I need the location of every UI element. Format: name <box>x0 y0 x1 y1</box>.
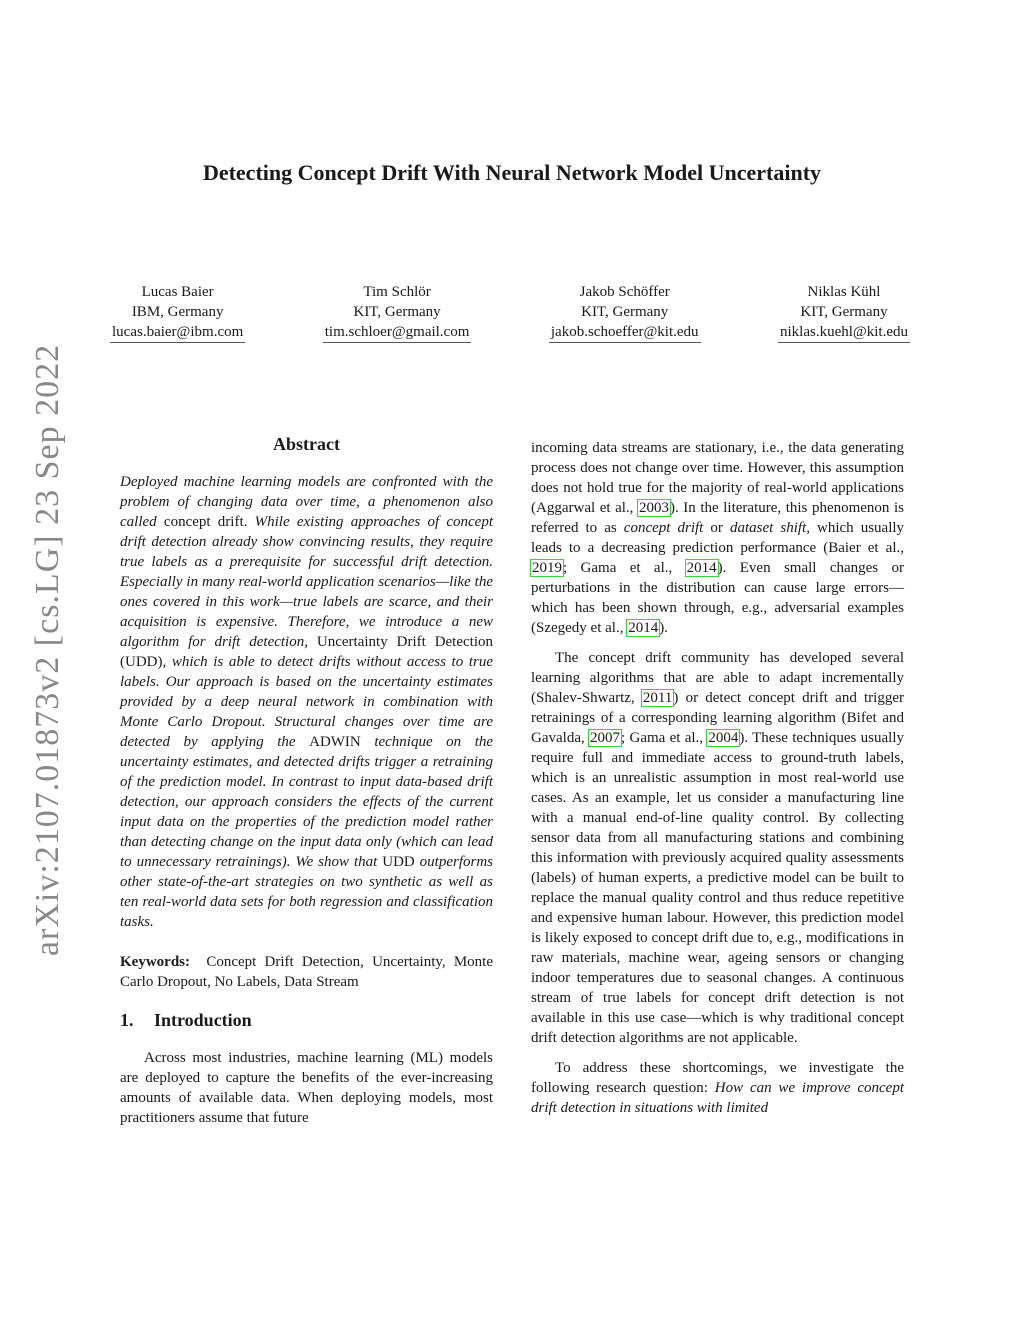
emphasis: concept drift <box>623 520 704 536</box>
text-run: or <box>710 520 723 536</box>
text-run: ) or detect concept drift and trigger retrainings of a corresponding learning algorithm (Bifet and Gavalda, <box>531 690 904 746</box>
text-run: ). Even small changes or perturbations in the distribution can cause large errors—which has been shown through, e.g., adversarial examples (Szegedy et al., <box>531 560 905 636</box>
author-email-link[interactable]: lucas.baier@ibm.com <box>110 323 245 343</box>
text-run: ). <box>659 620 668 636</box>
research-question: How can we improve concept drift detection in situations with limited <box>531 1080 904 1116</box>
body-paragraph <box>531 648 904 1048</box>
author-email-link[interactable]: niklas.kuehl@kit.edu <box>778 323 910 343</box>
author-affiliation: KIT, Germany <box>353 304 441 320</box>
author-email-link[interactable]: tim.schloer@gmail.com <box>323 323 472 343</box>
abstract-part: Deployed machine learning models are confronted with the problem of changing data over time, a phenomenon also called <box>120 474 493 530</box>
abstract-part: technique on the uncertainty estimates, and detected drifts trigger a retraining of the prediction model. In contrast to input data-based drift detection, our approach considers the effects of the current input data on the properties of the prediction model rather than detecting change on the input data only (which can lead to unnecessary retrainings). We show that <box>120 734 494 870</box>
abstract-text <box>120 472 493 932</box>
abstract-part: which is able to detect drifts without access to true labels. Our approach is based on the uncertainty estimates provided by a deep neural network in combination with Monte Carlo Dropout. Structural changes over time are detected by applying the <box>120 654 493 750</box>
keywords <box>120 952 493 992</box>
author-block <box>778 282 910 343</box>
intro-paragraph: Across most industries, machine learning (ML) models are deployed to capture the benefits of the ever-increasing amounts of available data. When deploying models, most practitioners assume that future <box>120 1050 493 1126</box>
abstract-heading: Abstract <box>273 434 340 454</box>
author-name: Niklas Kühl <box>807 284 881 300</box>
text-run: The concept drift community has developed several learning algorithms that are able to adapt incrementally (Shalev-Shwartz, <box>531 650 904 706</box>
text-run: ; Gama et al., <box>563 560 673 576</box>
abstract-term: Uncertainty Drift Detection (UDD), <box>120 634 493 670</box>
left-column <box>120 434 493 1128</box>
arxiv-sidebar <box>18 340 78 960</box>
citation-link[interactable]: 2014 <box>628 620 659 636</box>
section-number: 1. <box>120 1010 134 1030</box>
text-run: ). In the literature, this phenomenon is referred to as <box>531 500 905 536</box>
text-run: To address these shortcomings, we investigate the following research question: <box>531 1060 904 1096</box>
paper-title: Detecting Concept Drift With Neural Network Model Uncertainty <box>202 160 822 185</box>
section-heading <box>120 1010 493 1030</box>
body-paragraph <box>531 438 904 638</box>
citation-link[interactable]: 2014 <box>686 560 717 576</box>
abstract-part: outperforms other state-of-the-art strategies on two synthetic as well as ten real-world data sets for both regression and classification tasks. <box>120 854 494 930</box>
abstract-term: UDD <box>382 854 415 870</box>
author-email-link[interactable]: jakob.schoeffer@kit.edu <box>549 323 701 343</box>
keywords-label: Keywords: <box>120 954 190 970</box>
author-block <box>323 282 472 343</box>
text-run: incoming data streams are stationary, i.e., the data generating process does not change over time. However, this assumption does not hold true for the majority of real-world applications (Aggarwal et al., <box>531 440 904 516</box>
author-name: Tim Schlör <box>363 284 431 300</box>
author-affiliation: KIT, Germany <box>581 304 669 320</box>
arxiv-identifier: arXiv:2107.01873v2 [cs.LG] 23 Sep 2022 <box>29 343 66 957</box>
right-column <box>531 438 904 1118</box>
citation-link[interactable]: 2007 <box>590 730 621 746</box>
citation-link[interactable]: 2004 <box>708 730 739 746</box>
author-name: Jakob Schöffer <box>579 284 670 300</box>
citation-link[interactable]: 2019 <box>532 560 562 576</box>
abstract-term: ADWIN <box>309 734 361 750</box>
emphasis: dataset shift <box>729 520 807 536</box>
author-affiliation: KIT, Germany <box>800 304 888 320</box>
author-affiliation: IBM, Germany <box>131 304 224 320</box>
keywords-text: Concept Drift Detection, Uncertainty, Monte Carlo Dropout, No Labels, Data Stream <box>120 954 494 990</box>
author-list <box>110 282 910 343</box>
text-run: ; Gama et al., <box>621 730 704 746</box>
abstract-part: While existing approaches of concept drift detection already show convincing results, they require true labels as a prerequisite for successful drift detection. Especially in many real-world application scenarios—like the ones covered in this work—true labels are scarce, and their acquisition is expensive. Therefore, we introduce a new algorithm for drift detection, <box>120 514 494 650</box>
text-run: , which usually leads to a decreasing prediction performance (Baier et al., <box>531 520 905 556</box>
author-name: Lucas Baier <box>141 284 214 300</box>
citation-link[interactable]: 2003 <box>639 500 669 516</box>
body-paragraph <box>531 1058 904 1118</box>
abstract-term: concept drift. <box>163 514 248 530</box>
text-run: ). These techniques usually require full and immediate access to ground-truth labels, which is an unrealistic assumption in most real-world use cases. As an example, let us consider a manufacturing line with a manual end-of-line quality control. By collecting sensor data from all manufacturing stations and combining this information with previously acquired quality assessments (labels) of human experts, a predictive model can be built to replace the manual quality control and thus reduce repetitive and expensive human labour. However, this prediction model is likely exposed to concept drift due to, e.g., modifications in raw materials, machine wear, ageing sensors or changing indoor temperatures due to seasonal changes. A continuous stream of true labels for concept drift detection is not available in this use case—which is why traditional concept drift detection algorithms are not applicable. <box>531 730 905 1046</box>
author-block <box>110 282 245 343</box>
citation-link[interactable]: 2011 <box>642 690 673 706</box>
section-title: Introduction <box>154 1010 252 1030</box>
author-block <box>549 282 701 343</box>
